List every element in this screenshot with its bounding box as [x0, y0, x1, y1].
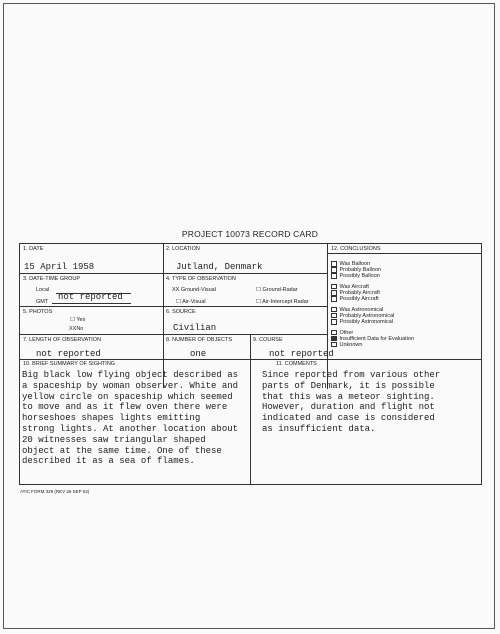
conclusion-item: Was Balloon	[331, 261, 414, 267]
checkbox-icon	[331, 290, 337, 296]
checkbox-icon	[331, 284, 337, 290]
comments-text	[262, 370, 440, 435]
date-value: 15 April 1958	[24, 262, 95, 272]
summary-line: horseshoes shapes lights emitting	[22, 413, 201, 424]
comments-line: parts of Denmark, it is possible	[262, 380, 435, 391]
summary-line: described it as a sea of flames.	[22, 456, 195, 467]
conclusion-item: Possibly Aircraft	[331, 296, 414, 302]
obs-ground-visual	[172, 287, 216, 293]
comments-line: indicated and case is considered	[262, 413, 435, 424]
type-of-observation-label: 4. TYPE OF OBSERVATION	[166, 276, 236, 282]
conclusion-item-checked: Insufficient Data for Evaluation	[331, 336, 414, 342]
obs-ground-visual-mark: XX	[172, 287, 180, 293]
comments-line: as insufficient data.	[262, 423, 376, 434]
conclusions-list	[331, 261, 414, 348]
source-value: Civilian	[173, 323, 217, 333]
conclusion-item: Probably Balloon	[331, 267, 414, 273]
divider-h-1	[19, 273, 328, 274]
comments-line: However, duration and flight not	[262, 402, 435, 413]
photos-label: 5. PHOTOS	[23, 309, 53, 315]
datetime-group-label: 3. DATE-TIME GROUP	[23, 276, 81, 282]
form-number: ATIC FORM 329 (REV 26 SEP 52)	[20, 489, 90, 494]
obs-air-visual-mark: ☐	[176, 299, 181, 305]
obs-ground-radar-label: Ground-Radar	[262, 287, 298, 293]
checkbox-icon	[331, 273, 337, 279]
comments-line: Since reported from various other	[262, 370, 441, 380]
location-label: 2. LOCATION	[166, 246, 200, 252]
checked-box-icon	[331, 336, 337, 342]
summary-line: 20 witnesses saw triangular shaped	[22, 434, 206, 445]
gmt-label: GMT	[36, 299, 49, 305]
divider-h-3	[19, 334, 328, 335]
conclusion-item: Possibly Astronomical	[331, 319, 414, 325]
number-of-objects-label: 8. NUMBER OF OBJECTS	[166, 337, 233, 343]
conclusions-header-rule	[327, 253, 482, 254]
checkbox-icon	[331, 330, 337, 336]
conclusion-item: Was Aircraft	[331, 284, 414, 290]
record-card-title: PROJECT 10073 RECORD CARD	[181, 229, 319, 239]
checkbox-icon	[331, 261, 337, 267]
conclusion-item: Other	[331, 330, 414, 336]
conclusion-item: Probably Astronomical	[331, 313, 414, 319]
local-label: Local	[36, 287, 50, 293]
obs-ground-radar-mark: ☐	[256, 287, 261, 293]
conclusion-item: Unknown	[331, 342, 414, 348]
course-label: 9. COURSE	[253, 337, 283, 343]
length-of-observation-value: not reported	[36, 349, 101, 359]
obs-ground-radar	[256, 287, 298, 293]
conclusion-item: Possibly Balloon	[331, 273, 414, 279]
summary-line: object at the same time. One of these	[22, 445, 222, 456]
obs-air-intercept-radar	[256, 299, 309, 305]
checkbox-icon	[331, 319, 337, 325]
summary-line: strong lights. At another location about	[22, 423, 239, 434]
summary-line: Big black low flying object described as	[22, 370, 239, 380]
number-of-objects-value: one	[190, 349, 207, 359]
divider-v-right	[327, 243, 328, 389]
divider-h-2	[19, 306, 328, 307]
date-label: 1. DATE	[23, 246, 44, 252]
divider-v-course	[250, 335, 251, 485]
obs-air-visual	[176, 299, 206, 305]
conclusions-label: 12. CONCLUSIONS	[331, 246, 381, 252]
conclusion-item: Probably Aircraft	[331, 290, 414, 296]
checkbox-icon	[331, 313, 337, 319]
photos-no: XXNo	[69, 326, 84, 332]
checkbox-icon	[331, 267, 337, 273]
checkbox-icon	[331, 342, 337, 348]
brief-summary-label: 10. BRIEF SUMMARY OF SIGHTING	[23, 361, 116, 367]
brief-summary-text	[22, 370, 238, 467]
divider-v-left	[163, 243, 164, 388]
length-of-observation-label: 7. LENGTH OF OBSERVATION	[23, 337, 101, 343]
gmt-value: not reported	[58, 292, 123, 302]
checkbox-icon	[331, 307, 337, 313]
photos-yes: ☐ Yes	[70, 317, 86, 323]
conclusion-item: Was Astronomical	[331, 307, 414, 313]
location-value: Jutland, Denmark	[176, 262, 263, 272]
checkbox-icon	[331, 296, 337, 302]
summary-line: a spaceship by woman observer. White and	[22, 380, 239, 391]
divider-h-4	[19, 359, 482, 360]
course-value: not reported	[269, 349, 334, 359]
obs-air-visual-label: Air-Visual	[182, 299, 206, 305]
comments-line: that this was a meteor sighting.	[262, 391, 435, 402]
obs-air-intercept-radar-mark: ☐	[256, 299, 261, 305]
summary-line: to move and as it flew oven there were	[22, 402, 228, 413]
source-label: 6. SOURCE	[166, 309, 196, 315]
summary-line: yellow circle on spaceship which seemed	[22, 391, 233, 402]
gmt-underline	[52, 303, 131, 304]
comments-label: 11. COMMENTS	[276, 361, 317, 367]
obs-air-intercept-radar-label: Air-Intercept Radar	[262, 299, 309, 305]
obs-ground-visual-label: Ground-Visual	[180, 287, 216, 293]
